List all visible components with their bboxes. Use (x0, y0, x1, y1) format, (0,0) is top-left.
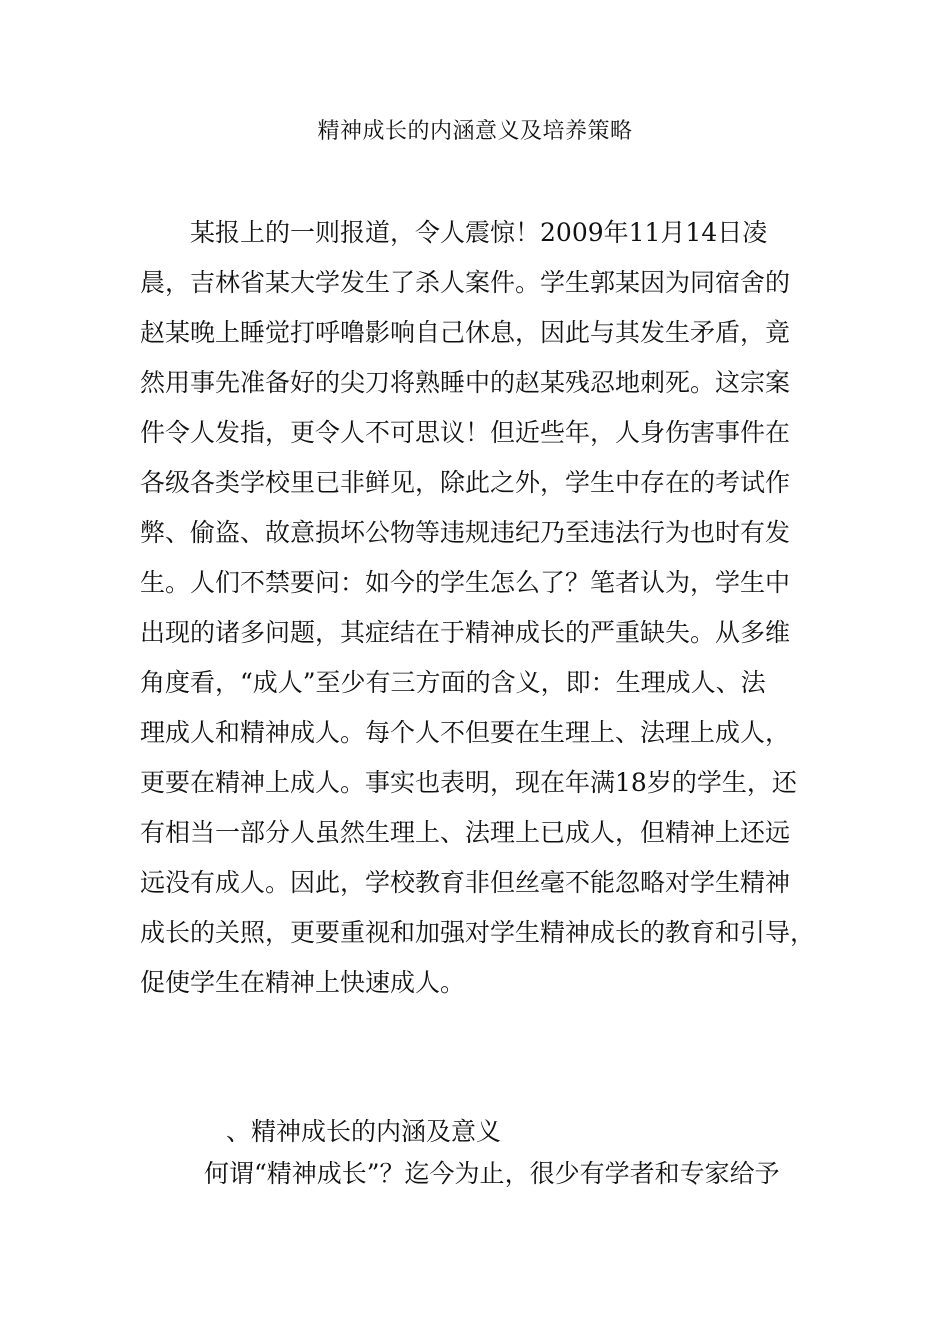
paragraph-line: 有相当一部分人虽然生理上、法理上已成人，但精神上还远 (140, 818, 791, 847)
paragraph-line: 生。人们不禁要问：如今的学生怎么了？笔者认为，学生中 (140, 568, 791, 597)
document-title: 精神成长的内涵意义及培养策略 (317, 119, 633, 144)
section-intro-text: 何谓“精神成长”？迄今为止，很少有学者和专家给予 (204, 1159, 780, 1188)
intro-paragraph (140, 208, 820, 1008)
paragraph-line: 出现的诸多问题，其症结在于精神成长的严重缺失。从多维 (140, 618, 791, 647)
paragraph-line: 然用事先准备好的尖刀将熟睡中的赵某残忍地刺死。这宗案 (140, 368, 791, 397)
paragraph-line: 远没有成人。因此，学校教育非但丝毫不能忽略对学生精神 (140, 868, 791, 897)
paragraph-line: 弊、偷盗、故意损坏公物等违规违纪乃至违法行为也时有发 (140, 518, 791, 547)
paragraph-line: 更要在精神上成人。事实也表明，现在年满18岁的学生，还 (140, 768, 797, 797)
paragraph-line: 赵某晚上睡觉打呼噜影响自己休息，因此与其发生矛盾，竟 (140, 318, 791, 347)
paragraph-line: 某报上的一则报道，令人震惊！2009年11月14日凌 (140, 218, 768, 247)
paragraph-line: 角度看，“成人”至少有三方面的含义，即：生理成人、法 (140, 668, 766, 697)
paragraph-line: 促使学生在精神上快速成人。 (140, 968, 466, 997)
paragraph-line: 成长的关照，更要重视和加强对学生精神成长的教育和引导， (140, 918, 816, 947)
section-heading: 、精神成长的内涵及意义 (226, 1117, 502, 1146)
paragraph-line: 理成人和精神成人。每个人不但要在生理上、法理上成人， (140, 718, 791, 747)
paragraph-line: 各级各类学校里已非鲜见，除此之外，学生中存在的考试作 (140, 468, 791, 497)
paragraph-line: 晨，吉林省某大学发生了杀人案件。学生郭某因为同宿舍的 (140, 268, 791, 297)
paragraph-line: 件令人发指，更令人不可思议！但近些年，人身伤害事件在 (140, 418, 791, 447)
